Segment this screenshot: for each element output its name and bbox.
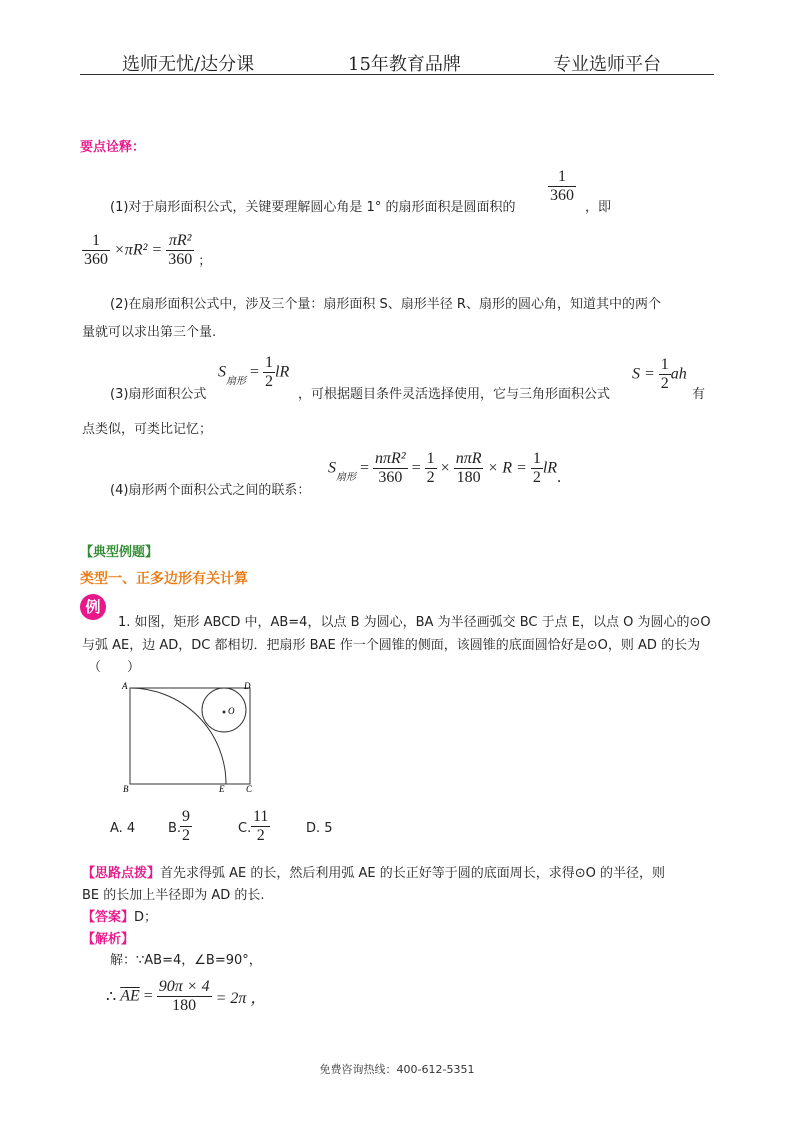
rectangle-abcd bbox=[130, 688, 250, 784]
formula-subscript: 扇形 bbox=[226, 376, 246, 388]
fraction-denominator: 360 bbox=[550, 187, 574, 204]
formula-equals: = bbox=[250, 363, 260, 381]
option-b-fraction bbox=[180, 808, 192, 845]
solution-equation bbox=[106, 978, 266, 1015]
fraction-denominator: 2 bbox=[426, 469, 435, 486]
fraction-numerator: πR² bbox=[166, 232, 194, 251]
formula-equals: = bbox=[360, 459, 370, 477]
formula-s-equals: S = bbox=[632, 365, 655, 383]
label-o: O bbox=[228, 706, 235, 716]
hint-line-2: BE 的长加上半径即为 AD 的长. bbox=[82, 888, 265, 903]
point-3-triangle-formula bbox=[632, 356, 687, 393]
header-left: 选师无忧/达分课 bbox=[122, 54, 255, 75]
fraction-denominator: 2 bbox=[265, 373, 274, 390]
header-center: 15年教育品牌 bbox=[348, 54, 461, 75]
footer-hotline: 免费咨询热线：400-612-5351 bbox=[319, 1063, 475, 1076]
option-a: A. 4 bbox=[110, 821, 136, 836]
formula-s: S bbox=[328, 459, 336, 477]
analysis-label: 【解析】 bbox=[82, 932, 135, 947]
center-point-o bbox=[223, 711, 226, 714]
equation-end: ； bbox=[198, 254, 212, 269]
fraction-numerator: 11 bbox=[253, 808, 269, 825]
point-1-text: (1)对于扇形面积公式，关键要理解圆心角是 1° 的扇形面积是圆面积的 bbox=[110, 200, 516, 215]
point-1-equation bbox=[82, 232, 211, 269]
fraction-denominator: 2 bbox=[182, 827, 190, 844]
section-title: 要点诠释： bbox=[80, 140, 146, 155]
fraction-denominator: 180 bbox=[172, 997, 197, 1014]
fraction-denominator: 360 bbox=[378, 469, 403, 486]
solution-result: = 2π ， bbox=[215, 990, 267, 1007]
fraction-numerator: nπR bbox=[455, 450, 482, 467]
question-line-2: 与弧 AE，边 AD，DC 都相切．把扇形 BAE 作一个圆锥的侧面，该圆锥的底面圆恰好是⊙O，则 AD 的长为 bbox=[82, 638, 701, 653]
label-d: D bbox=[244, 681, 251, 691]
fraction-numerator: 90π × 4 bbox=[158, 978, 210, 995]
equation-middle: ×πR² = bbox=[114, 241, 163, 259]
fraction-numerator: 1 bbox=[548, 168, 576, 187]
question-line-3: （ ） bbox=[88, 660, 141, 675]
typical-examples-heading: 【典型例题】 bbox=[80, 545, 159, 560]
point-3-tail: 有 bbox=[692, 387, 706, 402]
formula-times: × bbox=[440, 459, 450, 477]
fraction-numerator: 1 bbox=[82, 232, 110, 251]
formula-lr: lR bbox=[275, 363, 290, 381]
label-e: E bbox=[219, 784, 225, 794]
arc-symbol: $\overline{AE}$ bbox=[120, 987, 140, 1005]
fraction-denominator: 360 bbox=[168, 251, 193, 268]
answer-value: D； bbox=[134, 910, 158, 925]
header-divider bbox=[80, 74, 714, 75]
fraction-numerator: 1 bbox=[660, 356, 669, 373]
arc-ae bbox=[130, 688, 226, 784]
header-right: 专业选师平台 bbox=[553, 54, 661, 75]
point-1-fraction bbox=[548, 168, 576, 205]
formula-times-r: × R = bbox=[487, 459, 527, 477]
point-4-prefix: (4)扇形两个面积公式之间的联系： bbox=[110, 483, 311, 498]
option-c-prefix: C. bbox=[238, 821, 252, 836]
hint-text-1: 首先求得弧 AE 的长，然后利用弧 AE 的长正好等于圆的底面周长，求得⊙O 的半径，则 bbox=[160, 866, 666, 881]
label-a: A bbox=[122, 681, 128, 691]
type-title: 类型一、正多边形有关计算 bbox=[80, 571, 248, 587]
option-c-fraction bbox=[251, 808, 270, 845]
point-2-line-1: (2)在扇形面积公式中，涉及三个量：扇形面积 S、扇形半径 R、扇形的圆心角，知道其中的两个 bbox=[110, 297, 661, 312]
circle-o bbox=[202, 688, 246, 732]
point-2-line-2: 量就可以求出第三个量. bbox=[82, 325, 217, 340]
point-3-middle: ，可根据题目条件灵活选择使用，它与三角形面积公式 bbox=[298, 387, 611, 402]
fraction-numerator: 1 bbox=[532, 450, 541, 467]
hint-line-1 bbox=[82, 862, 665, 881]
example-badge: 例 bbox=[80, 594, 106, 620]
formula-ah: ah bbox=[670, 365, 687, 383]
therefore-symbol: ∴ bbox=[106, 988, 117, 1006]
fraction-numerator: 1 bbox=[265, 354, 274, 371]
hint-label: 【思路点拨】 bbox=[82, 866, 161, 881]
point-3-line-2: 点类似，可类比记忆； bbox=[82, 422, 213, 437]
formula-lr: lR bbox=[542, 459, 558, 477]
geometry-figure bbox=[120, 678, 260, 794]
fraction-denominator: 2 bbox=[532, 469, 541, 486]
fraction-numerator: 1 bbox=[426, 450, 435, 467]
fraction-numerator: nπR² bbox=[375, 450, 406, 467]
fraction-denominator: 360 bbox=[84, 251, 108, 268]
point-1-tail: ，即 bbox=[585, 200, 612, 215]
point-4-formula bbox=[328, 450, 561, 487]
formula-s: S bbox=[218, 363, 226, 381]
equals-symbol: = bbox=[143, 987, 153, 1005]
fraction-denominator: 2 bbox=[256, 827, 265, 844]
answer-line bbox=[82, 906, 157, 925]
question-line-1: 1. 如图，矩形 ABCD 中，AB=4，以点 B 为圆心，BA 为半径画弧交 BC 于点 E，以点 O 为圆心的⊙O bbox=[118, 615, 711, 630]
label-c: C bbox=[246, 784, 253, 794]
formula-end: . bbox=[557, 469, 562, 486]
option-d: D. 5 bbox=[306, 821, 333, 836]
point-3-sector-formula bbox=[218, 354, 289, 391]
label-b: B bbox=[123, 784, 129, 794]
formula-equals: = bbox=[411, 459, 421, 477]
fraction-numerator: 9 bbox=[182, 808, 190, 825]
fraction-denominator: 180 bbox=[456, 469, 481, 486]
formula-subscript: 扇形 bbox=[336, 472, 356, 484]
fraction-denominator: 2 bbox=[660, 375, 669, 392]
point-3-prefix: (3)扇形面积公式 bbox=[110, 387, 207, 402]
option-b-prefix: B. bbox=[168, 821, 182, 836]
answer-label: 【答案】 bbox=[82, 910, 135, 925]
solution-line-1: 解：∵AB=4，∠B=90°， bbox=[110, 953, 262, 968]
